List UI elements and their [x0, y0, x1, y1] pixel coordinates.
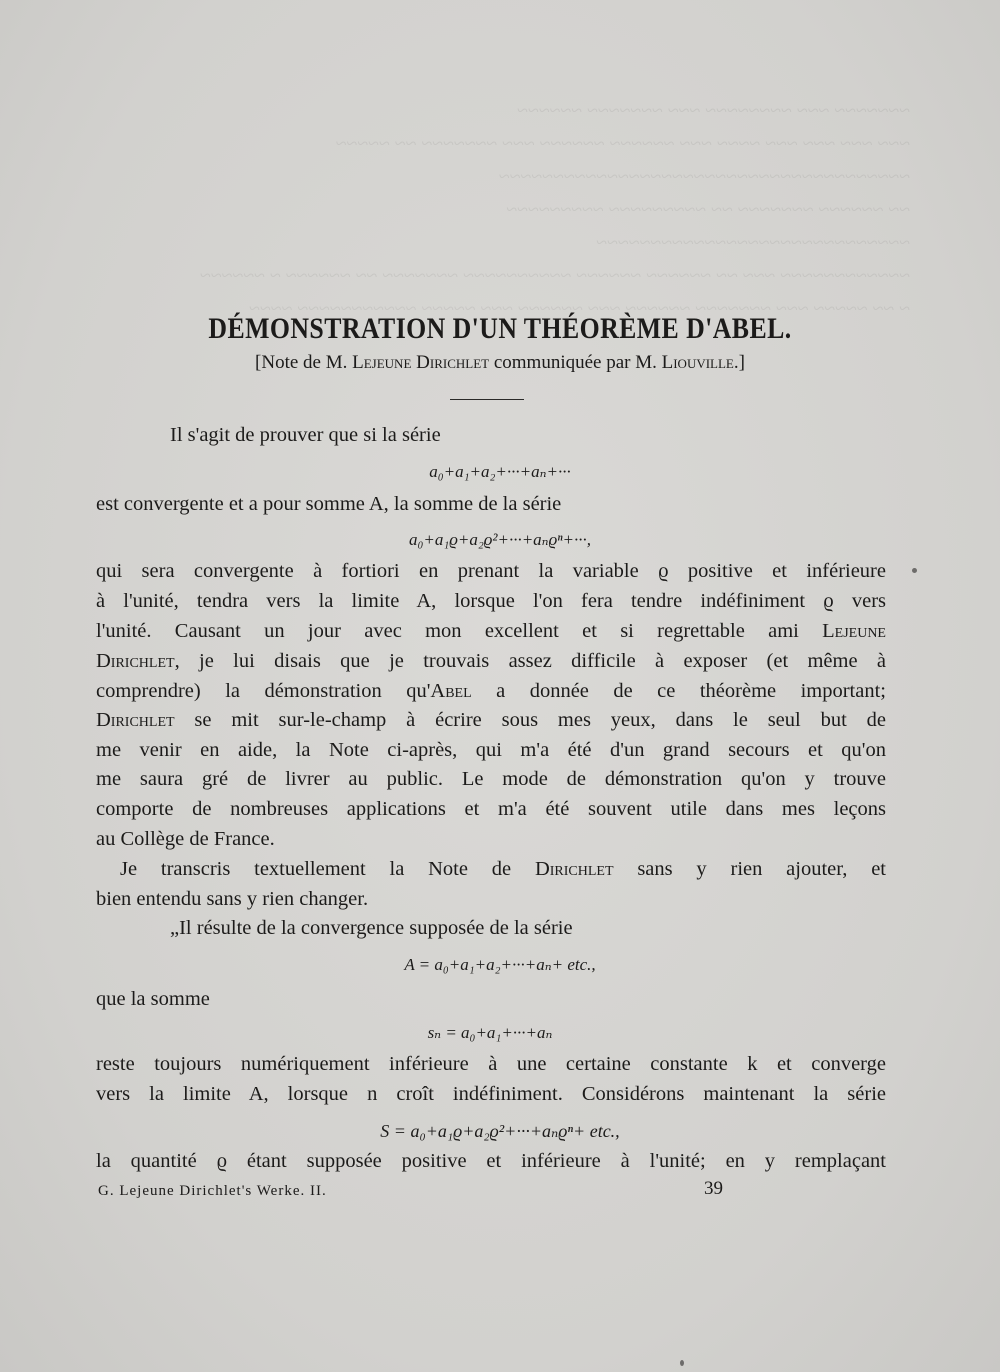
- article-attribution: [Note de M. Lejeune Dirichlet communiquée par M. Liouville.]: [255, 352, 745, 373]
- formula-series: a₀+a₁+a₂+···+aₙ+···: [429, 462, 571, 481]
- show-through-text: ~~~~~~~ ~~~ ~~~~~~~~ ~~~ ~~~~~~~ ~~~~~~ ~~~ ~~~ ~~~ ~~~ ~~~~ ~~~ ~~~~~~ ~~~~~~ ~~~ ~~~~~~~ ~~ ~~~~~ ~~~~~~~~~~~~~~~~~~~~~~~~~~~~~~~~~~~~~~ ~~ ~~~~~~ ~~~~~~~ ~~ ~~~~~~~~~ ~~~~~~~~~ ~~~~~~~~~~~~~~~~~~~~~~~~~~~~~ ~~~~~~~~~~~~ ~~~ ~~ ~~~~~~ ~~~~~~ ~~~~~~~~~~ ~~~~~~~ ~~ ~~~~~~ ~ ~~~~~~ ~ ~~ ~~~~~ ~~~ ~~~~~~~ ~~~~~~ ~~~ ~~~~~~ ~~~ ~~~~~ ~~~~~~~~~~~ ~~~~: [199, 100, 910, 320]
- paragraph-line: „Il résulte de la convergence supposée de la série: [170, 917, 573, 939]
- paragraph-line: est convergente et a pour somme A, la somme de la série: [96, 493, 562, 515]
- paragraph-line: me venir en aide, la Note ci-après, qui m'a été d'un grand secours et qu'on: [96, 739, 886, 761]
- paragraph-line: qui sera convergente à fortiori en prenant la variable ϱ positive et inférieure: [96, 560, 886, 582]
- formula-power-series: a₀+a₁ϱ+a₂ϱ²+···+aₙϱⁿ+···,: [408, 530, 592, 549]
- formula-series-sum: A = a₀+a₁+a₂+···+aₙ+ etc.,: [404, 955, 596, 974]
- paragraph-line: comporte de nombreuses applications et m'a été souvent utile dans mes leçons: [96, 798, 886, 820]
- paragraph-line: me saura gré de livrer au public. Le mode de démonstration qu'on y trouve: [96, 768, 886, 790]
- formula-partial-sum: sₙ = a₀+a₁+···+aₙ: [427, 1023, 553, 1042]
- paragraph-line: au Collège de France.: [96, 828, 275, 850]
- speck: [912, 568, 917, 573]
- page-number: 39: [704, 1178, 723, 1199]
- paragraph-line: comprendre) la démonstration qu'Abel a donnée de ce théorème important;: [96, 680, 886, 702]
- article-title: DÉMONSTRATION D'UN THÉORÈME D'ABEL.: [208, 312, 792, 345]
- footer-source: G. Lejeune Dirichlet's Werke. II.: [98, 1183, 327, 1199]
- paragraph-line: Je transcris textuellement la Note de Dirichlet sans y rien ajouter, et: [120, 858, 886, 880]
- paragraph-line: la quantité ϱ étant supposée positive et inférieure à l'unité; en y remplaçant: [96, 1150, 886, 1172]
- paragraph-line: vers la limite A, lorsque n croît indéfiniment. Considérons maintenant la série: [96, 1083, 886, 1105]
- paragraph-line: l'unité. Causant un jour avec mon excellent et si regrettable ami Lejeune: [96, 620, 886, 642]
- title-separator: [450, 399, 524, 400]
- paragraph-line: reste toujours numériquement inférieure à une certaine constante k et converge: [96, 1053, 886, 1075]
- speck: [680, 1360, 684, 1366]
- paragraph-line: à l'unité, tendra vers la limite A, lorsque l'on fera tendre indéfiniment ϱ vers: [96, 590, 886, 612]
- formula-power-series-sum: S = a₀+a₁ϱ+a₂ϱ²+···+aₙϱⁿ+ etc.,: [380, 1121, 620, 1141]
- paragraph-line: que la somme: [96, 988, 210, 1010]
- paragraph-line: bien entendu sans y rien changer.: [96, 888, 369, 910]
- paragraph-line: Dirichlet, je lui disais que je trouvais assez difficile à exposer (et même à: [96, 650, 886, 672]
- paragraph-line: Il s'agit de prouver que si la série: [170, 424, 441, 446]
- paragraph-line: Dirichlet se mit sur-le-champ à écrire sous mes yeux, dans le seul but de: [96, 709, 886, 731]
